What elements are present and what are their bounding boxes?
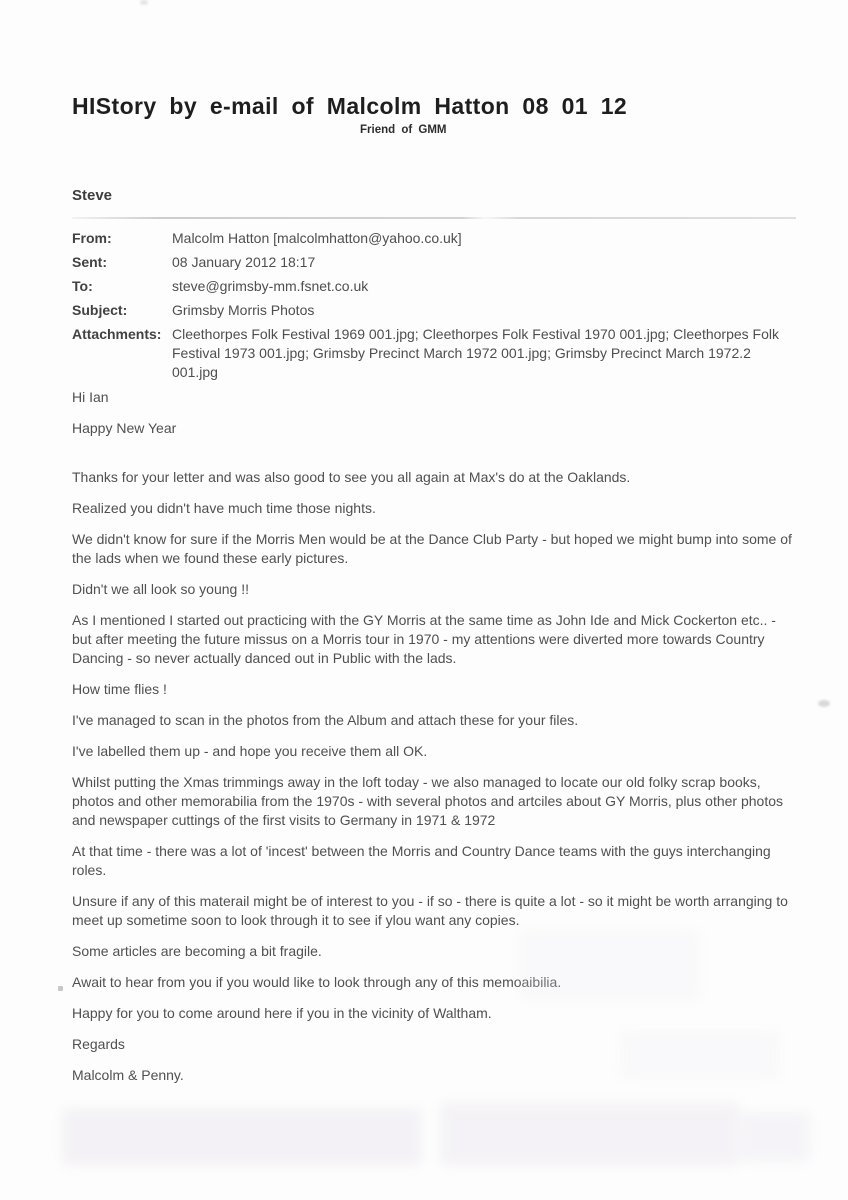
body-paragraph: Malcolm & Penny. [72, 1067, 184, 1083]
body-paragraph: Await to hear from you if you would like to look through any of this memoaibilia. [72, 974, 562, 990]
divider-line [72, 217, 796, 219]
body-paragraph: I've labelled them up - and hope you receive them all OK. [72, 743, 428, 759]
scan-bleedthrough [62, 1108, 422, 1166]
field-value-attachments: Cleethorpes Folk Festival 1969 001.jpg; Cleethorpes Folk Festival 1970 001.jpg; Cleethorpes Folk Festival 1973 001.jpg; Grimsby Precinct March 1972 001.jpg; Grimsby Precinct March 1972.2 001.jpg [172, 326, 779, 380]
email-field-row-from [72, 229, 796, 248]
body-paragraph: Hi Ian [72, 389, 109, 405]
email-field-row-to [72, 277, 796, 296]
body-paragraph: At that time - there was a lot of 'incest' between the Morris and Country Dance teams with the guys interchanging roles. [72, 843, 771, 878]
email-field-row-sent [72, 253, 796, 272]
body-paragraph: Happy for you to come around here if you in the vicinity of Waltham. [72, 1005, 492, 1021]
field-value-subject: Grimsby Morris Photos [172, 302, 315, 318]
body-paragraph: How time flies ! [72, 681, 167, 697]
body-paragraph: Thanks for your letter and was also good to see you all again at Max's do at the Oaklands. [72, 469, 631, 485]
body-paragraph: Some articles are becoming a bit fragile. [72, 943, 322, 959]
scan-speck [58, 986, 63, 991]
page-subtitle: Friend of GMM [360, 124, 447, 136]
field-label-attachments: Attachments: [72, 326, 162, 342]
scan-bleedthrough [440, 1102, 740, 1166]
scan-bleedthrough [740, 1112, 810, 1162]
field-value-sent: 08 January 2012 18:17 [172, 254, 316, 270]
body-paragraph: Regards [72, 1036, 125, 1052]
email-body [72, 388, 796, 1085]
body-paragraph: Realized you didn't have much time those nights. [72, 500, 376, 516]
body-paragraph: Didn't we all look so young !! [72, 581, 249, 597]
field-label-sent: Sent: [72, 254, 107, 270]
body-paragraph: I've managed to scan in the photos from the Album and attach these for your files. [72, 712, 579, 728]
document-content [72, 0, 796, 1097]
field-label-to: To: [72, 278, 93, 294]
body-paragraph: We didn't know for sure if the Morris Men would be at the Dance Club Party - but hoped we might bump into some of the lads when we found these early pictures. [72, 531, 792, 566]
body-paragraph: Whilst putting the Xmas trimmings away in the loft today - we also managed to locate our old folky scrap books, photos and other memorabilia from the 1970s - with several photos and artciles about GY Morris, plus other photos and newspaper cuttings of the first visits to Germany in 1971 & 1972 [72, 774, 784, 828]
page-title: HIStory by e-mail of Malcolm Hatton 08 01 12 [72, 93, 628, 119]
field-label-from: From: [72, 230, 112, 246]
body-paragraph: Unsure if any of this materail might be of interest to you - if so - there is quite a lot - so it might be worth arranging to meet up sometime soon to look through it to see if ylou want any copies. [72, 893, 788, 928]
email-field-row-subject [72, 301, 796, 320]
scan-speck [818, 700, 830, 707]
body-paragraph: As I mentioned I started out practicing with the GY Morris at the same time as John Ide and Mick Cockerton etc.. - but after meeting the future missus on a Morris tour in 1970 - my attentions were diverted more towards Country Dancing - so never actually danced out in Public with the lads. [72, 612, 776, 666]
recipient-name: Steve [72, 187, 113, 204]
email-header-block [72, 229, 796, 382]
field-value-to: steve@grimsby-mm.fsnet.co.uk [172, 278, 369, 294]
email-field-row-attachments [72, 325, 796, 382]
field-label-subject: Subject: [72, 302, 128, 318]
field-value-from: Malcolm Hatton [malcolmhatton@yahoo.co.uk] [172, 230, 462, 246]
body-paragraph: Happy New Year [72, 420, 177, 436]
